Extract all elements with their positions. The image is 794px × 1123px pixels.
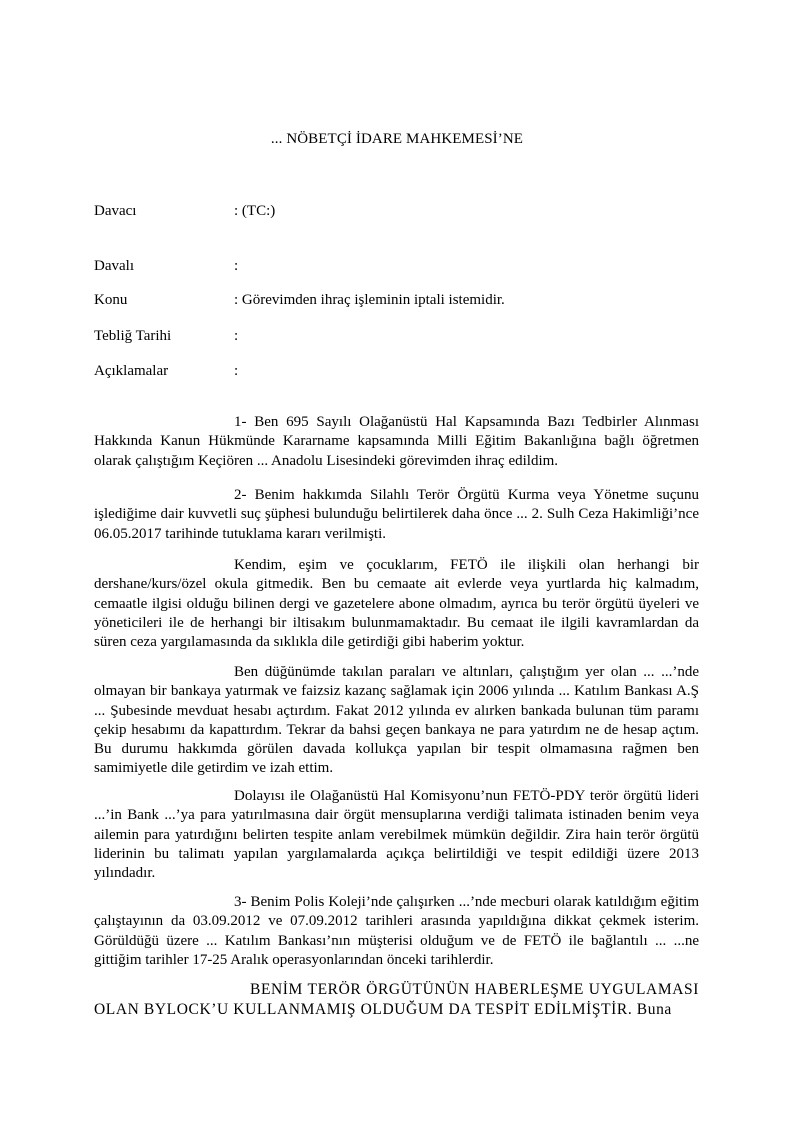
field-value: : (TC:) <box>234 203 276 219</box>
field-plaintiff <box>94 201 714 221</box>
paragraph-1 <box>94 413 699 471</box>
field-value: : <box>234 258 239 274</box>
court-title: ... NÖBETÇİ İDARE MAHKEMESİ’NE <box>270 131 524 147</box>
paragraph-6 <box>94 893 699 970</box>
field-label: Konu <box>94 292 128 308</box>
paragraph-text: BENİM TERÖR ÖRGÜTÜNÜN HABERLEŞME UYGULAMASI OLAN BYLOCK’U KULLANMAMIŞ OLDUĞUM DA TESPİT EDİLMİŞTİR. Buna <box>94 981 699 1018</box>
paragraph-5 <box>94 787 699 883</box>
field-label: Davalı <box>94 258 134 274</box>
field-value: : Görevimden ihraç işleminin iptali istemidir. <box>234 292 505 308</box>
field-defendant <box>94 256 714 276</box>
paragraph-text: 2- Benim hakkımda Silahlı Terör Örgütü Kurma veya Yönetme suçunu işlediğime dair kuvvetli suç şüphesi bulunduğu belirtilerek daha önce ... 2. Sulh Ceza Hakimliği’nce 06.05.2017 tarihinde tutuklama kararı verilmişti. <box>94 487 699 542</box>
field-label: Tebliğ Tarihi <box>94 328 172 344</box>
field-notification-date <box>94 326 714 346</box>
paragraph-3 <box>94 556 699 652</box>
field-label: Davacı <box>94 203 137 219</box>
paragraph-2 <box>94 486 699 544</box>
field-explanations <box>94 361 714 381</box>
paragraph-4 <box>94 663 699 779</box>
paragraph-7 <box>94 980 699 1019</box>
paragraph-text: 1- Ben 695 Sayılı Olağanüstü Hal Kapsamında Bazı Tedbirler Alınması Hakkında Kanun Hükmünde Kararname kapsamında Milli Eğitim Bakanlığına bağlı öğretmen olarak çalıştığım Keçiören ... Anadolu Lisesindeki görevimden ihraç edildim. <box>94 414 699 469</box>
paragraph-text: Kendim, eşim ve çocuklarım, FETÖ ile ilişkili olan herhangi bir dershane/kurs/özel okula gitmedik. Ben bu cemaate ait evlerde veya yurtlarda hiç kalmadım, cemaatle ilgisi olduğu bilinen dergi ve gazetelere abone olmadım, ayrıca bu terör örgütü üyeleri ve yöneticileri ile de herhangi bir iltisakım bulunmamaktadır. Bu cemaat ile ilgili kavramlardan da süren ceza yargılamasında da sıklıkla dile getirdiği gibi haberim yoktur. <box>94 557 699 651</box>
paragraph-text: Dolayısı ile Olağanüstü Hal Komisyonu’nun FETÖ-PDY terör örgütü lideri ...’in Bank ...’ya para yatırılmasına dair örgüt mensuplarına verdiği talimata istinaden benim veya ailemin para yatırdığını belirten tespite anlam verebilmek mümkün değildir. Zira hain terör örgütü liderinin bu talimatı yapılan yargılamalarda açıkça belirtildiği ve tespit edildiği üzere 2013 yılındadır. <box>94 788 699 882</box>
paragraph-text: Ben düğünümde takılan paraları ve altınları, çalıştığım yer olan ... ...’nde olmayan bir bankaya yatırmak ve faizsiz kazanç sağlamak için 2006 yılında ... Katılım Bankası A.Ş ... Şubesinde mevduat hesabı açtırdım. Fakat 2012 yılında ev alırken bankada bulunan tüm paramı çekip hesabımı da kapattırdım. Tekrar da bahsi geçen bankaya ne para yatırdım ne de hesap açtım. Bu durumu hakkımda görülen davada kollukça yapılan bir tespit olmamasına rağmen ben samimiyetle dile getirdim ve izah ettim. <box>94 664 699 777</box>
field-value: : <box>234 328 239 344</box>
field-label: Açıklamalar <box>94 363 169 379</box>
field-value: : <box>234 363 239 379</box>
paragraph-text: 3- Benim Polis Koleji’nde çalışırken ...’nde mecburi olarak katıldığım eğitim çalıştayının da 03.09.2012 ve 07.09.2012 tarihleri arasında yapıldığına dikkat çekmek isterim. Görüldüğü üzere ... Katılım Bankası’nın müşterisi olduğum ve de FETÖ ile bağlantılı ... ...ne gittiğim tarihler 17-25 Aralık operasyonlarından önceki tarihlerdir. <box>94 894 699 968</box>
field-subject <box>94 290 714 310</box>
